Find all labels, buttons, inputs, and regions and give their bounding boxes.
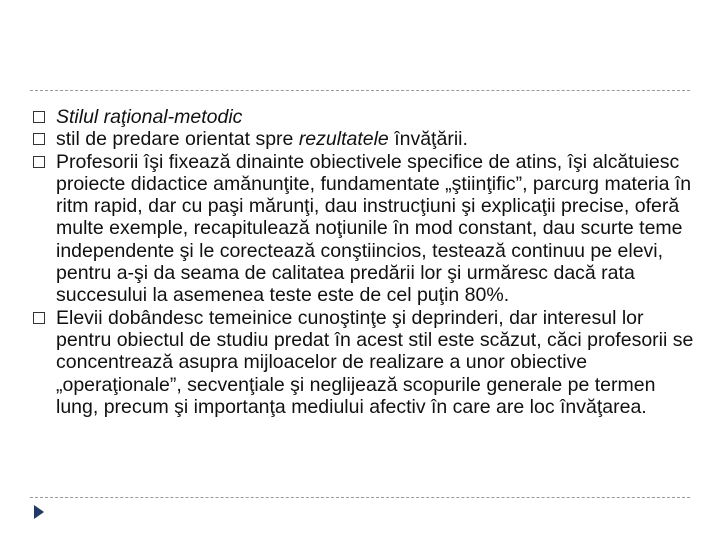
slide-content xyxy=(30,106,700,418)
square-bullet-icon xyxy=(33,156,45,168)
list-item-students xyxy=(30,307,700,418)
top-divider xyxy=(30,90,690,91)
item-text: învăţării. xyxy=(388,128,468,151)
item-text-italic: rezultatele xyxy=(298,128,389,151)
list-item-teachers xyxy=(30,151,700,307)
list-item-definition xyxy=(30,128,700,150)
list-item-style-title xyxy=(30,106,700,128)
square-bullet-icon xyxy=(33,312,45,324)
next-arrow-icon[interactable] xyxy=(34,505,44,519)
item-text-italic: Stilul raţional-metodic xyxy=(56,106,243,128)
square-bullet-icon xyxy=(33,133,45,145)
item-text: Profesorii îşi fixează dinainte obiectivele specifice de atins, îşi alcătuiesc proiecte didactice amănunţite, fundamentate „ştiinţific”, parcurg materia în ritm rapid, dar cu paşi mărunţi, dau instrucţiuni şi explicaţii precise, oferă multe exemple, recapitulează noţiunile în mod constant, dau scurte teme independente şi le corectează conştiincios, testează continuu pe elevi, pentru a-şi da seama de calitatea predării lor şi urmăresc dacă rata succesului la asemenea teste este de cel puţin 80%. xyxy=(56,150,692,307)
item-text: stil de predare orientat spre xyxy=(56,128,299,151)
item-text: Elevii dobândesc temeinice cunoştinţe şi deprinderi, dar interesul lor pentru obiectul de studiu predat în acest stil este scăzut, căci profesorii se concentrează asupra mijloacelor de realizare a unor obiective „operaţionale”, secvenţiale şi neglijează scopurile generale pe termen lung, precum şi importanţa mediului afectiv în care are loc învăţarea. xyxy=(56,306,694,418)
bottom-divider xyxy=(30,497,690,498)
square-bullet-icon xyxy=(33,111,45,123)
